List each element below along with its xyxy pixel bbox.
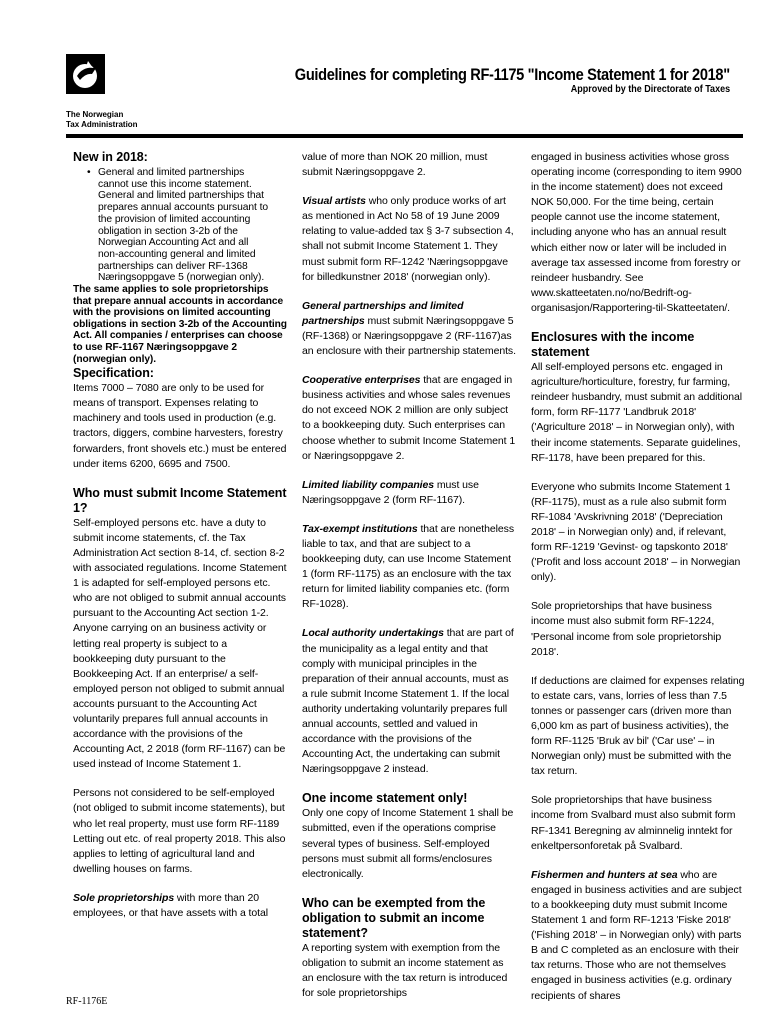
deductions-text: If deductions are claimed for expenses relating to estate cars, vans, lorries of less than 7.5 tonnes or passenger cars (driven more than 6,000 km as part of business activities), the form RF-1125 'Bruk av bil' ('Car use' – in Norwegian only) must be submitted with the tax return. bbox=[531, 674, 745, 778]
visual-artists-paragraph bbox=[302, 194, 516, 285]
exemption-heading: Who can be exempted from the obligation to submit an income statement? bbox=[302, 895, 486, 940]
one-income-statement-text: Only one copy of Income Statement 1 shall be submitted, even if the operations comprise several types of business. Self-employed persons must submit all forms/enclosures electronically. bbox=[302, 807, 514, 880]
page-title: Guidelines for completing RF-1175 "Income Statement 1 for 2018" bbox=[295, 65, 730, 84]
visual-artists-text: who only produce works of art as mentioned in Act No 58 of 19 June 2009 relating to value-added tax § 3-7 subsection 4, shall not submit Income Statement 1. They must submit form RF-1242 'Næringsoppgave for billedkunstner 2018' (norwegian only). bbox=[302, 195, 514, 283]
general-partnerships-label: General partnerships and limited partnerships bbox=[302, 299, 464, 327]
everyone-text: Everyone who submits Income Statement 1 (RF-1175), must as a rule also submit form RF-1084 'Avskrivning 2018' ('Depreciation 2018' – in Norwegian only) and, if relevant, form RF-1219 'Gevinst- og tapskonto 2018' ('Profit and loss account 2018' – in Norwegian only). bbox=[531, 480, 741, 584]
svalbard-text: Sole proprietorships that have business income from Svalbard must also submit form RF-1341 Beregning av alminnelig inntekt for enkeltpersonforetak på Svalbard. bbox=[531, 794, 736, 852]
list-item bbox=[73, 167, 287, 284]
new-in-2018-heading: New in 2018: bbox=[73, 150, 148, 164]
general-partnerships-paragraph bbox=[302, 299, 516, 359]
specification-text: Items 7000 – 7080 are only to be used for means of transport. Expenses relating to machinery and tools used in production (e.g. tractors, diggers, combine harvesters, forestry forwarders, front shovels etc.) must be entered under items 6200, 6695 and 7500. bbox=[73, 382, 287, 470]
bullet-text: General and limited partnerships cannot use this income statement. General and limited partnerships that prepares annual accounts pursuant to the provision of limited accounting obligation in section 3-2b of the Norwegian Accounting Act and all non-accounting general and limited partnerships can deliver RF-1368 Næringsoppgave 5 (norwegian only). bbox=[98, 167, 268, 284]
who-must-submit-heading: Who must submit Income Statement 1? bbox=[73, 485, 287, 515]
sole-proprietorships-label: Sole proprietorships bbox=[73, 891, 175, 904]
tax-exempt-text: that are nonetheless liable to tax, and that are subject to a bookkeeping duty, can use Income Statement 1 (form RF-1175) as an enclosure with the tax return for limited liability companies etc. (form RF-1028). bbox=[302, 522, 515, 611]
continued-text: engaged in business activities whose gross operating income (corresponding to item 9900 in the income statement) does not exceed NOK 50,000. For the time being, certain people cannot use the income statement, including anyone who has an annual result which either now or later will be included in average tax assessed income from forestry or reindeer husbandry. See www.skatteetaten.no/no/Bedrift-og-organisasjon/Rapportering-til-Skatteetaten/. bbox=[531, 151, 742, 314]
sole-proprietorships-income-text: Sole proprietorships that have business income must also submit form RF-1224, 'Personal income from sole proprietorship 2018'. bbox=[531, 600, 722, 658]
page-subtitle: Approved by the Directorate of Taxes bbox=[570, 84, 730, 95]
sole-proprietorships-text: with more than 20 employees, or that have assets with a total bbox=[73, 891, 268, 919]
continued-text: value of more than NOK 20 million, must submit Næringsoppgave 2. bbox=[302, 151, 488, 179]
llc-paragraph bbox=[302, 478, 516, 508]
logo-mark bbox=[66, 54, 105, 94]
tax-administration-logo-icon bbox=[66, 54, 105, 94]
bold-notice: The same applies to sole proprietorships that prepare annual accounts in accordance with the provisions on limited accounting obligations in section 3-2b of the Accounting Act. All companies / enterprises can choose to use RF-1167 Næringsoppgave 2 (norwegian only). bbox=[73, 284, 287, 365]
who-must-submit-text: Self-employed persons etc. have a duty to submit income statements, cf. the Tax Administration Act section 8-14, cf. section 8-2 with associated regulations. Income Statement 1 is adapted for self-employed persons etc. who are not obliged to submit annual accounts pursuant to the Accounting Act section 1-2. Anyone carrying on an business activity or letting real property is subject to a bookkeeping duty pursuant to the Bookkeeping Act. If an enterprise/ a self-employed person not obliged to submit annual accounts pursuant to the Accounting Act voluntarily prepares full annual accounts in accordance with the provisions of the Accounting Act, 2 2018 (form RF-1167) can be used instead of Income Statement 1. bbox=[73, 516, 287, 771]
bullet-icon: • bbox=[87, 167, 91, 178]
local-authority-text: that are part of the municipality as a legal entity and that comply with municipal principles in the preparation of their annual accounts, must as a rule submit Income Statement 1. If the local authority undertaking voluntarily prepares full annual accounts, settled and valued in accordance with the provisions of the Accounting Act, the undertaking can submit Næringsoppgave 2 instead. bbox=[302, 627, 514, 776]
enclosures-text: All self-employed persons etc. engaged in agriculture/horticulture, forestry, fur farming, reindeer husbandry, must submit an additional form, form RF-1177 'Landbruk 2018' ('Agriculture 2018' – in Norwegian only), with their income statements. Separate guidelines, RF-1178, have been prepared for this. bbox=[531, 361, 742, 464]
exemption-text: A reporting system with exemption from the obligation to submit an income statement as an enclosure with the tax return is introduced for sole proprietorships bbox=[302, 941, 508, 1000]
enclosures-heading: Enclosures with the income statement bbox=[531, 330, 695, 360]
logo-text bbox=[66, 110, 186, 130]
visual-artists-label: Visual artists bbox=[302, 195, 366, 208]
llc-text: must use Næringsoppgave 2 (form RF-1167). bbox=[302, 478, 479, 506]
cooperative-label: Cooperative enterprises bbox=[302, 374, 421, 387]
cooperative-text: that are engaged in business activities and whose sales revenues do not exceed NOK 2 million are only subject to a bookkeeping duty. Such enterprises can choose whether to submit Income Statement 1 or Næringsoppgave 2. bbox=[302, 374, 516, 462]
column-1 bbox=[73, 150, 287, 921]
form-code: RF-1176E bbox=[66, 996, 108, 1007]
fishermen-paragraph bbox=[531, 868, 745, 1004]
header-divider bbox=[66, 134, 743, 138]
fishermen-text: who are engaged in business activities and are subject to a bookkeeping duty must submit Income Statement 1 and form RF-1213 'Fiske 2018' ('Fishing 2018' – in Norwegian only) with parts B and C completed as an enclosure with their tax returns. Those who are not themselves engaged in business activities (e.g. ordinary recipients of shares bbox=[531, 868, 742, 1002]
logo-text-line1: The Norwegian bbox=[66, 110, 124, 119]
persons-text: Persons not considered to be self-employed (not obliged to submit income statements), but who let real property, must use form RF-1189 Letting out etc. of real property 2018. This also applies to letting of agricultural land and dwelling houses on farms. bbox=[73, 787, 286, 875]
fishermen-label: Fishermen and hunters at sea bbox=[531, 868, 678, 881]
tax-exempt-label: Tax-exempt institutions bbox=[302, 522, 418, 535]
cooperative-paragraph bbox=[302, 373, 516, 464]
column-2 bbox=[302, 150, 516, 1001]
local-authority-label: Local authority undertakings bbox=[302, 627, 444, 640]
local-authority-paragraph bbox=[302, 626, 516, 777]
llc-label: Limited liability companies bbox=[302, 478, 435, 491]
one-income-statement-heading: One income statement only! bbox=[302, 791, 468, 806]
general-partnerships-text: must submit Næringsoppgave 5 (RF-1368) or Næringsoppgave 2 (RF-1167)as an enclosure with their partnership statements. bbox=[302, 314, 516, 358]
specification-heading: Specification: bbox=[73, 366, 154, 381]
tax-exempt-paragraph bbox=[302, 522, 516, 613]
logo-text-line2: Tax Administration bbox=[66, 120, 138, 129]
sole-proprietorships-paragraph bbox=[73, 891, 287, 921]
column-3 bbox=[531, 150, 745, 1004]
